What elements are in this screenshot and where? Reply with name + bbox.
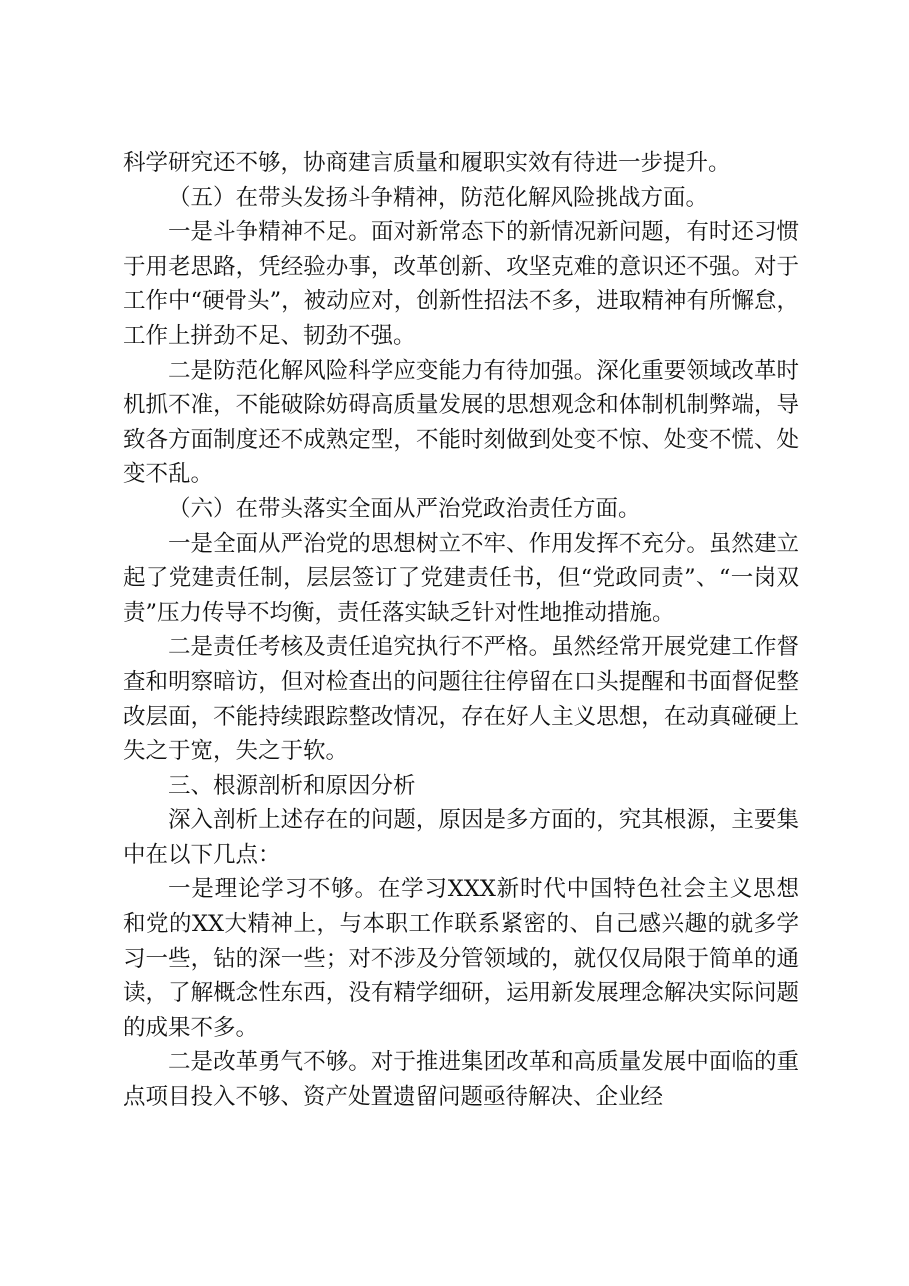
paragraph: 二是责任考核及责任追究执行不严格。虽然经常开展党建工作督查和明察暗访，但对检查出的问题往往停留在口头提醒和书面督促整改层面，不能持续跟踪整改情况，存在好人主义思想，在动真碰硬上失之于宽，失之于软。 [123,634,799,765]
paragraph: 二是防范化解风险科学应变能力有待加强。深化重要领域改革时机抓不准，不能破除妨碍高质量发展的思想观念和体制机制弊端，导致各方面制度还不成熟定型，不能时刻做到处变不惊、处变不慌、处变不乱。 [123,357,799,488]
paragraph: 二是改革勇气不够。对于推进集团改革和高质量发展中面临的重点项目投入不够、资产处置遗留问题亟待解决、企业经 [123,1049,799,1111]
section-heading-five: （五）在带头发扬斗争精神，防范化解风险挑战方面。 [168,184,709,211]
paragraph: 深入剖析上述存在的问题，原因是多方面的，究其根源，主要集中在以下几点： [123,807,799,868]
paragraph: 一是全面从严治党的思想树立不牢、作用发挥不充分。虽然建立起了党建责任制，层层签订了党建责任书，但“党政同责”、“一岗双责”压力传导不均衡，责任落实缺乏针对性地推动措施。 [123,530,799,626]
section-heading-three: 三、根源剖析和原因分析 [168,772,416,799]
paragraph-continuation: 科学研究还不够，协商建言质量和履职实效有待进一步提升。 [123,150,731,176]
paragraph: 一是斗争精神不足。面对新常态下的新情况新问题，有时还习惯于用老思路，凭经验办事，改革创新、攻坚克难的意识还不强。对于工作中“硬骨头”，被动应对，创新性招法不多，进取精神有所懈怠，工作上拼劲不足、韧劲不强。 [123,219,799,349]
paragraph: 一是理论学习不够。在学习XXX新时代中国特色社会主义思想和党的XX大精神上，与本职工作联系紧密的、自己感兴趣的就多学习一些，钻的深一些；对不涉及分管领域的，就仅仅局限于简单的通读，了解概念性东西，没有精学细研，运用新发展理念解决实际问题的成果不多。 [123,876,799,1041]
document-body [123,146,799,1115]
section-heading-six: （六）在带头落实全面从严治党政治责任方面。 [168,495,641,522]
